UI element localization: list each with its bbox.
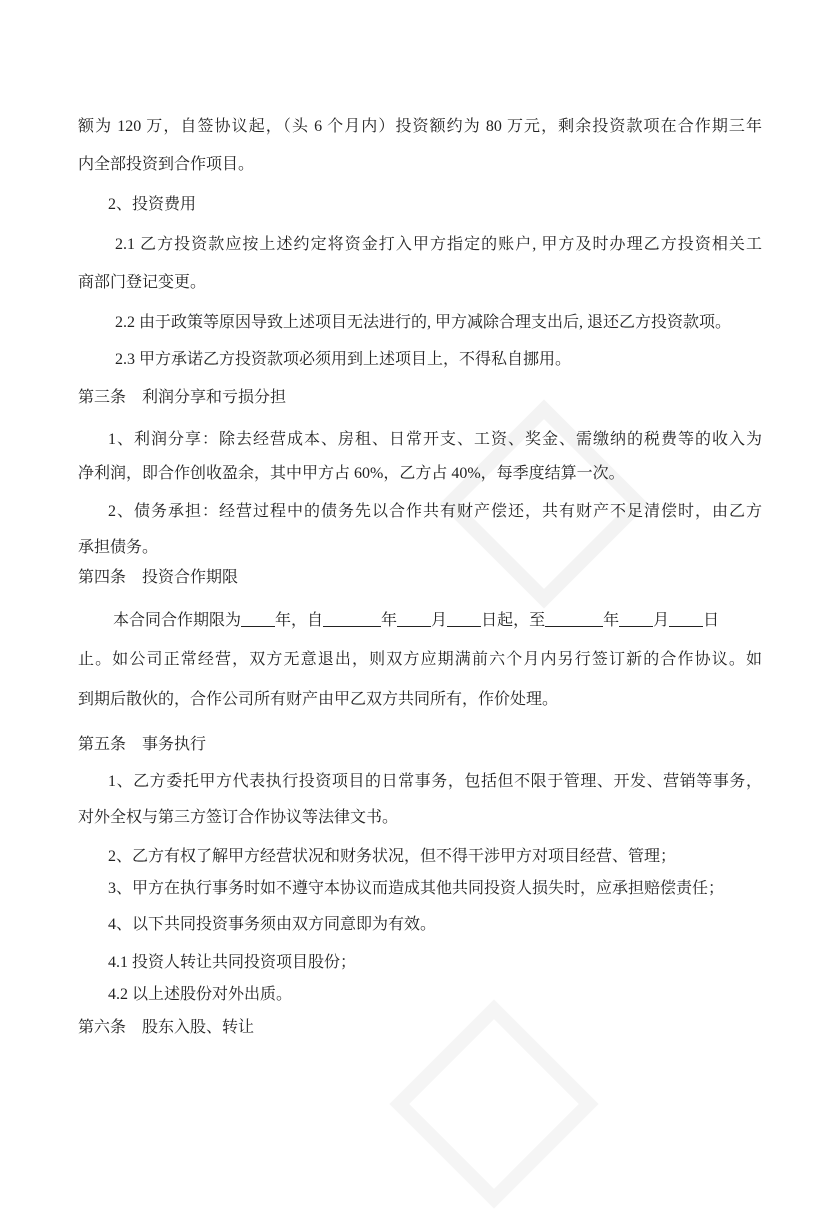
text: 月 [653, 612, 670, 629]
subsection-heading: 2、投资费用 [108, 196, 197, 213]
blank-start-year[interactable] [323, 610, 381, 627]
text: 年 [381, 612, 398, 629]
paragraph-line: 内全部投资到合作项目。 [78, 156, 255, 173]
paragraph-line: 4、以下共同投资事务须由双方同意即为有效。 [108, 916, 437, 933]
text: 年 [603, 612, 620, 629]
text: 年，自 [275, 612, 324, 629]
paragraph-line: 2.3 甲方承诺乙方投资款项必须用到上述项目上，不得私自挪用。 [115, 351, 572, 368]
article-heading: 第三条 利润分享和亏损分担 [78, 389, 287, 406]
paragraph-line: 2.1 乙方投资款应按上述约定将资金打入甲方指定的账户, 甲方及时办理乙方投资相关工 [115, 236, 762, 253]
text: 本合同合作期限为 [113, 612, 242, 629]
paragraph-line: 2、债务承担：经营过程中的债务先以合作共有财产偿还，共有财产不足清偿时，由乙方 [108, 503, 762, 520]
text: 日 [703, 612, 720, 629]
paragraph-line: 止。如公司正常经营，双方无意退出，则双方应期满前六个月内另行签订新的合作协议。如 [78, 651, 762, 668]
blank-start-month[interactable] [397, 610, 431, 627]
watermark [389, 999, 598, 1208]
paragraph-line: 额为 120 万，自签协议起，（头 6 个月内）投资额约为 80 万元，剩余投资款项在合作期三年 [78, 118, 762, 135]
paragraph-line: 3、甲方在执行事务时如不遵守本协议而造成其他共同投资人损失时，应承担赔偿责任； [108, 880, 725, 897]
article-heading: 第六条 股东入股、转让 [78, 1019, 255, 1036]
paragraph-line: 承担债务。 [78, 539, 159, 556]
blank-years[interactable] [241, 610, 275, 627]
paragraph-line: 2、乙方有权了解甲方经营状况和财务状况，但不得干涉甲方对项目经营、管理； [108, 848, 677, 865]
blank-end-year[interactable] [545, 610, 603, 627]
paragraph-line: 净利润，即合作创收盈余，其中甲方占 60%，乙方占 40%，每季度结算一次。 [78, 465, 625, 482]
blank-end-month[interactable] [619, 610, 653, 627]
paragraph-line: 1、利润分享：除去经营成本、房租、日常开支、工资、奖金、需缴纳的税费等的收入为 [108, 431, 762, 448]
paragraph-line: 2.2 由于政策等原因导致上述项目无法进行的, 甲方减除合理支出后, 退还乙方投资款项。 [115, 314, 732, 331]
blank-start-day[interactable] [447, 610, 481, 627]
paragraph-line: 4.1 投资人转让共同投资项目股份； [108, 954, 357, 971]
article-heading: 第四条 投资合作期限 [78, 569, 239, 586]
text: 月 [431, 612, 448, 629]
paragraph-line: 到期后散伙的，合作公司所有财产由甲乙双方共同所有，作价处理。 [78, 691, 559, 708]
article-heading: 第五条 事务执行 [78, 736, 207, 753]
paragraph-line: 对外全权与第三方签订合作协议等法律文书。 [78, 809, 399, 826]
paragraph-line: 商部门登记变更。 [78, 274, 207, 291]
term-line [113, 610, 719, 631]
text: 日起，至 [481, 612, 546, 629]
paragraph-line: 1、乙方委托甲方代表执行投资项目的日常事务，包括但不限于管理、开发、营销等事务， [108, 773, 762, 790]
paragraph-line: 4.2 以上述股份对外出质。 [108, 986, 293, 1003]
blank-end-day[interactable] [669, 610, 703, 627]
